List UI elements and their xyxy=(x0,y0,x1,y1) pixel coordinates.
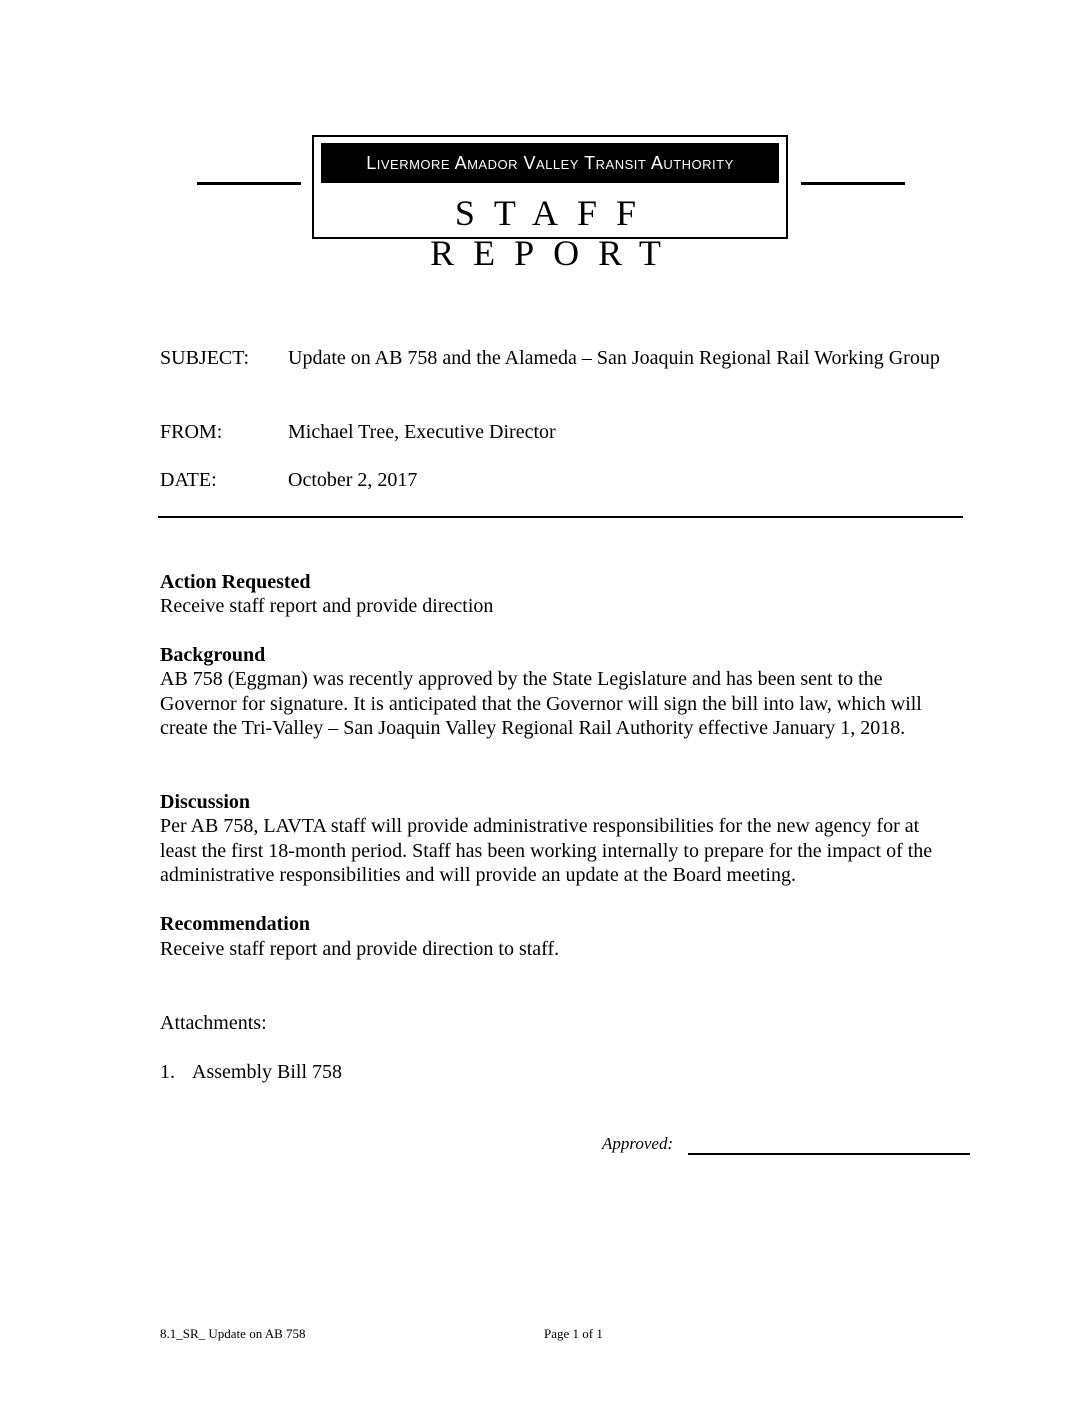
from-label: FROM: xyxy=(160,421,223,443)
discussion-body: Per AB 758, LAVTA staff will provide administrative responsibilities for the new agency for at least the first 18-month period. Staff has been working internally to prepare for the impact of the administrative responsibilities and will provide an update at the Board meeting. xyxy=(160,815,933,886)
date-value: October 2, 2017 xyxy=(288,469,418,491)
from-value: Michael Tree, Executive Director xyxy=(288,421,556,443)
action-requested-body: Receive staff report and provide direction xyxy=(160,595,494,617)
staff-report-logo xyxy=(312,135,788,273)
subject-label: SUBJECT: xyxy=(160,347,250,369)
recommendation-heading: Recommendation xyxy=(160,913,310,935)
background-body: AB 758 (Eggman) was recently approved by the State Legislature and has been sent to the Governor for signature. It is anticipated that the Governor will sign the bill into law, which will create the Tri-Valley – San Joaquin Valley Regional Rail Authority effective January 1, 2018. xyxy=(160,668,922,739)
recommendation-body: Receive staff report and provide direction to staff. xyxy=(160,938,560,960)
report-title: STAFF REPORT xyxy=(430,193,680,273)
agency-name-banner: Livermore Amador Valley Transit Authority xyxy=(321,143,779,183)
header-rule-right xyxy=(801,182,905,185)
approval-signature-line xyxy=(688,1153,970,1155)
attachments-label: Attachments: xyxy=(160,1012,267,1034)
action-requested-heading: Action Requested xyxy=(160,571,311,593)
footer-page-number: Page 1 of 1 xyxy=(544,1326,603,1341)
header-divider xyxy=(158,516,963,518)
attachment-number: 1. xyxy=(160,1061,175,1083)
background-heading: Background xyxy=(160,644,266,666)
discussion-heading: Discussion xyxy=(160,791,251,813)
date-label: DATE: xyxy=(160,469,217,491)
attachment-item: Assembly Bill 758 xyxy=(192,1061,343,1083)
approved-label: Approved: xyxy=(602,1134,674,1153)
subject-value: Update on AB 758 and the Alameda – San Joaquin Regional Rail Working Group xyxy=(288,347,940,369)
footer-filename: 8.1_SR_ Update on AB 758 xyxy=(160,1326,306,1341)
header-rule-left xyxy=(197,182,301,185)
